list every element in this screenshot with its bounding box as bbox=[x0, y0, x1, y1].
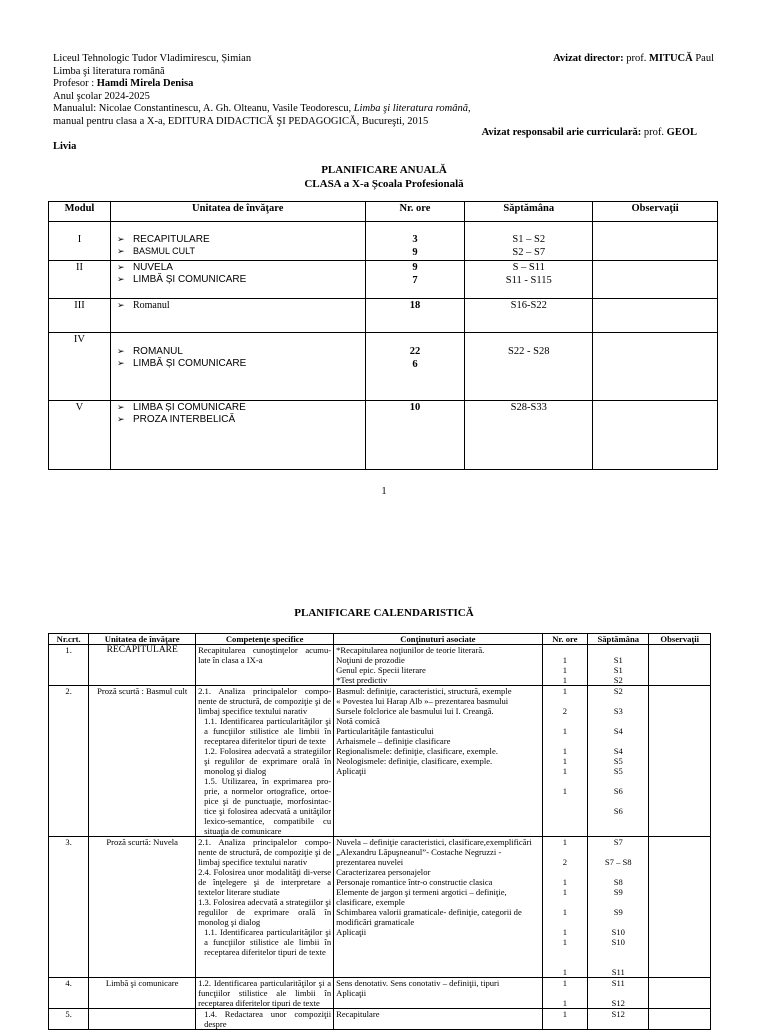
col-header: Modul bbox=[49, 202, 111, 222]
hours-value: 1 bbox=[562, 746, 567, 756]
unit-cell bbox=[110, 222, 365, 261]
weeks-value: S2 – S7 bbox=[512, 246, 546, 258]
weeks-value: S12 bbox=[611, 998, 625, 1008]
content-line: Aplicaţii bbox=[336, 766, 367, 776]
hours-cell bbox=[365, 222, 465, 261]
curricular-surname: GEOL bbox=[666, 127, 697, 138]
hours-value: 9 bbox=[412, 246, 418, 258]
weeks-value: S2 bbox=[613, 675, 623, 685]
table-row bbox=[49, 837, 711, 978]
annual-title: PLANIFICARE ANUALĂ bbox=[321, 164, 447, 176]
curricular-prefix: prof. bbox=[641, 127, 667, 138]
school-name: Liceul Tehnologic Tudor Vladimirescu, Șimian bbox=[53, 53, 252, 64]
blank-line bbox=[545, 696, 585, 706]
obs-cell bbox=[593, 299, 718, 333]
unit-cell bbox=[110, 401, 365, 470]
table-row bbox=[49, 299, 718, 333]
col-header: Observaţii bbox=[593, 202, 718, 222]
hours-value: 1 bbox=[562, 756, 567, 766]
hours-value: 1 bbox=[562, 978, 567, 988]
module-cell: I bbox=[49, 222, 111, 261]
weeks-cell bbox=[588, 645, 649, 686]
obs-cell bbox=[649, 1009, 711, 1030]
hours-value: 1 bbox=[562, 937, 567, 947]
content-line: Nuvela – definiţie caracteristici, clasificare,exemplificări bbox=[336, 837, 532, 847]
blank-line bbox=[590, 867, 646, 877]
nr-cell: 2. bbox=[49, 686, 89, 837]
obs-cell bbox=[649, 978, 711, 1009]
manual-comma: , bbox=[467, 103, 471, 115]
content-line: Particularităţile fantasticului bbox=[336, 726, 434, 736]
table-row bbox=[49, 686, 711, 837]
weeks-cell bbox=[588, 978, 649, 1009]
competence-cell bbox=[196, 978, 334, 1009]
weeks-value: S9 bbox=[613, 887, 623, 897]
competence-text: 1.3. Folosirea adecvată a strategiilor şi regulilor de exprimare orală în monolog şi dialog bbox=[198, 897, 332, 927]
table-row bbox=[49, 333, 718, 401]
hours-value: 1 bbox=[562, 967, 567, 977]
blank-line bbox=[545, 645, 585, 655]
nr-cell: 4. bbox=[49, 978, 89, 1009]
weeks-cell: S28-S33 bbox=[465, 401, 593, 470]
col-header: Nr. ore bbox=[365, 202, 465, 222]
hours-value: 1 bbox=[562, 655, 567, 665]
hours-cell: 18 bbox=[365, 299, 465, 333]
competence-text: 1.1. Identificarea particularităţilor şi a funcţiilor stilistice ale limbii în receptarea diferitelor tipuri de texte bbox=[204, 927, 332, 957]
content-line: Personaje romantice într-o constructie clasica bbox=[336, 877, 493, 887]
content-cell bbox=[334, 686, 543, 837]
blank-line bbox=[545, 736, 585, 746]
module-cell: III bbox=[49, 299, 111, 333]
calendar-header-row bbox=[49, 634, 711, 645]
page-number: 1 bbox=[381, 486, 387, 497]
competence-text: 1.1. Identificarea particularităţilor şi a funcţiilor stilistice ale limbii în receptarea diferitelor tipuri de texte bbox=[204, 716, 332, 746]
weeks-value: S11 bbox=[611, 978, 625, 988]
weeks-cell bbox=[588, 1009, 649, 1030]
weeks-value: S4 bbox=[613, 746, 623, 756]
unit-item: ➢ LIMBĂ ȘI COMUNICARE bbox=[115, 274, 361, 286]
manual bbox=[53, 103, 573, 116]
unit-cell bbox=[89, 1009, 196, 1030]
hours-value: 1 bbox=[562, 726, 567, 736]
competence-cell bbox=[196, 1009, 334, 1030]
content-line: Genul epic. Specii literare bbox=[336, 665, 426, 675]
competence-cell bbox=[196, 837, 334, 978]
blank-line bbox=[590, 897, 646, 907]
weeks-value: S – S11 bbox=[512, 262, 545, 274]
table-row bbox=[49, 261, 718, 299]
weeks-cell bbox=[465, 222, 593, 261]
blank-line bbox=[545, 957, 585, 967]
table-row bbox=[49, 1009, 711, 1030]
competence-cell bbox=[196, 645, 334, 686]
weeks-value: S3 bbox=[613, 706, 623, 716]
calendar-plan-table bbox=[48, 633, 711, 1030]
hours-value: 1 bbox=[562, 675, 567, 685]
weeks-value: S6 bbox=[613, 806, 623, 816]
col-header: Unitatea de învăţare bbox=[110, 202, 365, 222]
table-row bbox=[49, 401, 718, 470]
curricular-label: Avizat responsabil arie curriculară: bbox=[481, 127, 642, 138]
content-line: *Test predictiv bbox=[336, 675, 388, 685]
content-line: Recapitulare bbox=[336, 1009, 380, 1019]
hours-value: 1 bbox=[562, 766, 567, 776]
hours-cell bbox=[365, 333, 465, 401]
weeks-value: S1 bbox=[613, 655, 623, 665]
module-cell: V bbox=[49, 401, 111, 470]
content-line: « Povestea lui Harap Alb »– prezentarea basmului bbox=[336, 696, 509, 706]
teacher-name: Hamdi Mirela Denisa bbox=[96, 78, 194, 90]
blank-line bbox=[590, 716, 646, 726]
hours-value: 3 bbox=[412, 234, 418, 245]
blank-line bbox=[545, 988, 585, 998]
content-line: Regionalismele: definiţie, clasificare, exemple. bbox=[336, 746, 498, 756]
manual-authors: Manualul: Nicolae Constantinescu, A. Gh. Olteanu, Vasile Teodorescu, bbox=[53, 103, 354, 115]
hours-cell bbox=[542, 978, 587, 1009]
competence-text: Recapitularea cunoştinţelor acumu-late în clasa a IX-a bbox=[198, 645, 332, 665]
weeks-value: S7 bbox=[613, 837, 623, 847]
teacher-prefix: Profesor : bbox=[53, 78, 97, 90]
obs-cell bbox=[649, 837, 711, 978]
unit-item: ➢ RECAPITULARE bbox=[115, 234, 361, 246]
blank-line bbox=[590, 957, 646, 967]
hours-cell bbox=[542, 645, 587, 686]
col-header: Nr.crt. bbox=[49, 634, 89, 645]
competence-text: 1.5. Utilizarea, în exprimarea pro-prie, a normelor ortografice, ortoe-pice şi de punctuaţie, morfosintac-tice şi folosirea adecvată a unităţilor lexico-semantice, compatibile cu situaţia de comunicare bbox=[204, 776, 332, 836]
unit-item: ➢ NUVELA bbox=[115, 262, 361, 274]
blank-line bbox=[590, 947, 646, 957]
unit-item: ➢ LIMBĂ ȘI COMUNICARE bbox=[115, 358, 361, 370]
hours-cell bbox=[542, 837, 587, 978]
table-row bbox=[49, 645, 711, 686]
obs-cell bbox=[593, 222, 718, 261]
weeks-value: S1 – S2 bbox=[512, 234, 546, 245]
weeks-cell bbox=[588, 837, 649, 978]
competence-text: 1.2. Identificarea particularităţilor şi a funcţiilor stilistice ale limbii în receptarea diferitelor tipuri de texte bbox=[198, 978, 332, 1008]
hours-cell: 10 bbox=[365, 401, 465, 470]
hours-cell bbox=[542, 686, 587, 837]
hours-value: 1 bbox=[562, 907, 567, 917]
unit-cell: Proză scurtă: Nuvela bbox=[89, 837, 196, 978]
teacher bbox=[53, 78, 573, 91]
content-line: Sursele folclorice ale basmului lui I. Creangă. bbox=[336, 706, 494, 716]
content-line: Basmul: definiţie, caracteristici, structură, exemple bbox=[336, 686, 512, 696]
content-line: Sens denotativ. Sens conotativ – definiţii, tipuri bbox=[336, 978, 500, 988]
content-line: „Alexandru Lăpuşneanul”- Costache Negruzzi - prezentarea nuvelei bbox=[336, 847, 502, 867]
unit-item: ➢ LIMBA ȘI COMUNICARE bbox=[115, 402, 361, 414]
unit-item: ➢ ROMANUL bbox=[115, 346, 361, 358]
blank-line bbox=[590, 847, 646, 857]
col-header: Săptămâna bbox=[465, 202, 593, 222]
blank-line bbox=[590, 696, 646, 706]
blank-line bbox=[545, 867, 585, 877]
director-approval bbox=[553, 53, 714, 66]
unit-cell bbox=[110, 299, 365, 333]
content-line: Notă comică bbox=[336, 716, 380, 726]
content-line: Aplicaţii bbox=[336, 988, 367, 998]
hours-value: 9 bbox=[412, 262, 418, 274]
hours-cell bbox=[542, 1009, 587, 1030]
col-header: Săptămâna bbox=[588, 634, 649, 645]
weeks-value: S10 bbox=[611, 927, 625, 937]
annual-plan-table bbox=[48, 201, 718, 470]
content-cell bbox=[334, 837, 543, 978]
director-prefix: prof. bbox=[623, 53, 649, 64]
unit-item: ➢ BASMUL CULT bbox=[115, 246, 361, 257]
content-cell bbox=[334, 978, 543, 1009]
hours-value: 1 bbox=[562, 786, 567, 796]
col-header: Nr. ore bbox=[542, 634, 587, 645]
weeks-value: S1 bbox=[613, 665, 623, 675]
weeks-value: S6 bbox=[613, 786, 623, 796]
blank-line bbox=[545, 776, 585, 786]
weeks-value: S11 bbox=[611, 967, 625, 977]
weeks-cell: S16-S22 bbox=[465, 299, 593, 333]
content-line: Aplicaţii bbox=[336, 927, 367, 937]
manual-title: Limba şi literatura română bbox=[353, 103, 468, 115]
obs-cell bbox=[593, 261, 718, 299]
school-year: Anul şcolar 2024-2025 bbox=[53, 90, 150, 102]
blank-line bbox=[545, 917, 585, 927]
unit-cell: Limbă şi comunicare bbox=[89, 978, 196, 1009]
unit-cell bbox=[110, 333, 365, 401]
weeks-cell bbox=[588, 686, 649, 837]
curricular-approval bbox=[482, 127, 697, 140]
hours-value: 1 bbox=[562, 877, 567, 887]
content-cell bbox=[334, 645, 543, 686]
weeks-value: S10 bbox=[611, 937, 625, 947]
hours-value: 1 bbox=[562, 837, 567, 847]
director-label: Avizat director: bbox=[553, 53, 624, 64]
hours-value: 1 bbox=[562, 665, 567, 675]
hours-value: 6 bbox=[412, 358, 418, 370]
hours-value: 7 bbox=[412, 274, 418, 286]
weeks-cell: S22 - S28 bbox=[465, 333, 593, 401]
blank-line bbox=[545, 847, 585, 857]
unit-cell: RECAPITULARE bbox=[89, 645, 196, 686]
competence-text: 2.4. Folosirea unor modalităţi di-verse de înţelegere şi de interpretare a textelor literare studiate bbox=[198, 867, 332, 897]
hours-value: 1 bbox=[562, 1009, 567, 1019]
weeks-cell bbox=[465, 261, 593, 299]
weeks-value: S7 – S8 bbox=[604, 857, 632, 867]
weeks-value: S5 bbox=[613, 756, 623, 766]
hours-value: 1 bbox=[562, 927, 567, 937]
table-row bbox=[49, 978, 711, 1009]
module-cell: IV bbox=[49, 333, 111, 401]
content-line: Schimbarea valorii gramaticale- definiţie, categorii de modificări gramaticale bbox=[336, 907, 522, 927]
obs-cell bbox=[649, 645, 711, 686]
col-header: Conţinuturi asociate bbox=[334, 634, 543, 645]
competence-text: 1.4. Redactarea unor compoziţii despre bbox=[204, 1009, 332, 1029]
blank-line bbox=[590, 988, 646, 998]
blank-line bbox=[590, 917, 646, 927]
header-left bbox=[53, 53, 573, 129]
manual-line2: manual pentru clasa a X-a, EDITURA DIDACTICĂ ŞI PEDAGOGICĂ, Bucureşti, 2015 bbox=[53, 115, 429, 127]
content-line: Noţiuni de prozodie bbox=[336, 655, 405, 665]
unit-item: ➢ PROZA INTERBELICĂ bbox=[115, 414, 361, 426]
curricular-name: Livia bbox=[53, 141, 77, 152]
weeks-value: S5 bbox=[613, 766, 623, 776]
competence-cell bbox=[196, 686, 334, 837]
hours-value: 22 bbox=[409, 346, 421, 358]
content-cell bbox=[334, 1009, 543, 1030]
hours-cell bbox=[365, 261, 465, 299]
weeks-value: S4 bbox=[613, 726, 623, 736]
director-surname: MITUCĂ bbox=[648, 53, 693, 64]
module-cell: II bbox=[49, 261, 111, 299]
annual-header-row bbox=[49, 202, 718, 222]
blank-line bbox=[545, 716, 585, 726]
col-header: Observaţii bbox=[649, 634, 711, 645]
content-line: Elemente de jargon şi termeni argotici – definiţie, clasificare, exemple bbox=[336, 887, 507, 907]
subject: Limba şi literatura română bbox=[53, 65, 165, 77]
content-line: Neologismele: definiţie, clasificare, exemple. bbox=[336, 756, 493, 766]
obs-cell bbox=[649, 686, 711, 837]
col-header: Unitatea de învăţare bbox=[89, 634, 196, 645]
hours-value: 2 bbox=[562, 857, 567, 867]
competence-text: 2.1. Analiza principalelor compo-nente de structură, de compoziţie şi de limbaj specifice textului narativ bbox=[198, 686, 332, 716]
director-name: Paul bbox=[692, 53, 714, 64]
competence-text: 1.2. Folosirea adecvată a strategiilor şi regulilor de exprimare orală în monolog şi dialog bbox=[204, 746, 332, 776]
blank-line bbox=[545, 897, 585, 907]
content-line: Caracterizarea personajelor bbox=[336, 867, 431, 877]
blank-line bbox=[545, 947, 585, 957]
content-line: *Recapitularea noţiunilor de teorie literară. bbox=[336, 645, 485, 655]
nr-cell: 5. bbox=[49, 1009, 89, 1030]
hours-value: 2 bbox=[562, 706, 567, 716]
blank-line bbox=[590, 776, 646, 786]
weeks-value: S2 bbox=[613, 686, 623, 696]
content-line: Arhaismele – definiţie clasificare bbox=[336, 736, 451, 746]
unit-cell: Proză scurtă : Basmul cult bbox=[89, 686, 196, 837]
hours-value: 1 bbox=[562, 998, 567, 1008]
weeks-value: S12 bbox=[611, 1009, 625, 1019]
obs-cell bbox=[593, 401, 718, 470]
weeks-value: S9 bbox=[613, 907, 623, 917]
unit-cell bbox=[110, 261, 365, 299]
blank-line bbox=[590, 796, 646, 806]
nr-cell: 1. bbox=[49, 645, 89, 686]
unit-item: ➢ Romanul bbox=[115, 300, 361, 312]
weeks-value: S8 bbox=[613, 877, 623, 887]
competence-text: 2.1. Analiza principalelor compo-nente de structură, de compoziţie şi de limbaj specifice textului narativ bbox=[198, 837, 332, 867]
hours-value: 1 bbox=[562, 887, 567, 897]
nr-cell: 3. bbox=[49, 837, 89, 978]
annual-subtitle: CLASA a X-a Școala Profesională bbox=[304, 178, 464, 190]
hours-value: 1 bbox=[562, 686, 567, 696]
weeks-value: S11 - S115 bbox=[505, 274, 552, 286]
calendar-title: PLANIFICARE CALENDARISTICĂ bbox=[294, 607, 474, 619]
obs-cell bbox=[593, 333, 718, 401]
col-header: Competenţe specifice bbox=[196, 634, 334, 645]
table-row bbox=[49, 222, 718, 261]
blank-line bbox=[590, 736, 646, 746]
blank-line bbox=[590, 645, 646, 655]
